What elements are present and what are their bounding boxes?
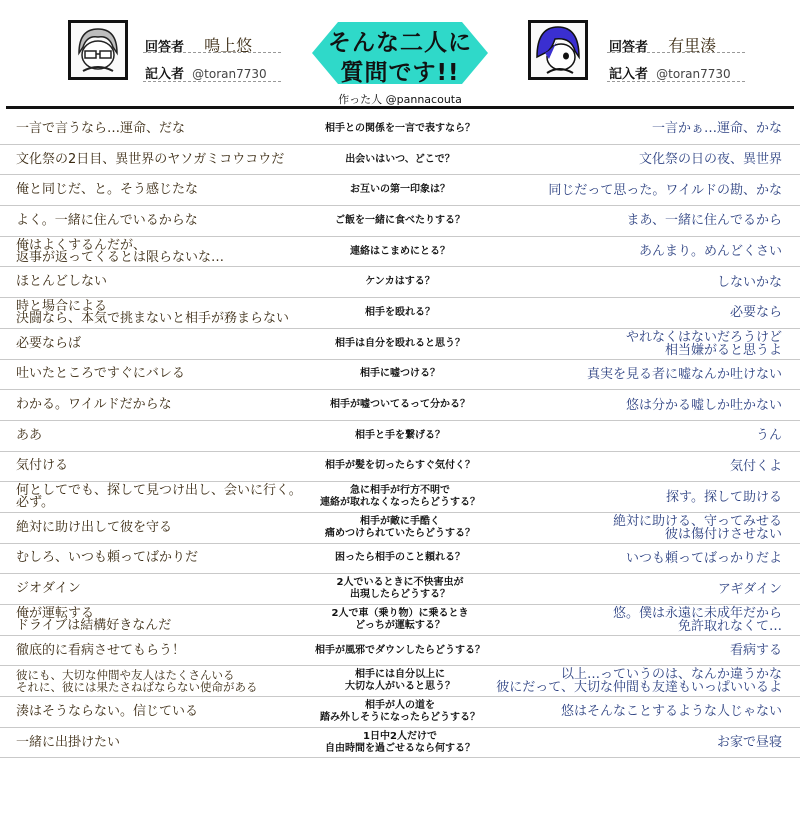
- answer-left: 絶対に助け出して彼を守る: [16, 519, 173, 535]
- left-handle: @toran7730: [192, 67, 267, 81]
- answer-left: 彼にも、大切な仲間や友人はたくさんいる それに、彼には果たさねばならない使命がある: [16, 668, 258, 695]
- left-writer: [145, 63, 267, 82]
- header: [0, 0, 800, 107]
- answer-right: アギダイン: [717, 581, 782, 597]
- question: 急に相手が行方不明で 連絡が取れなくなったらどうする？: [320, 485, 480, 509]
- question: 相手は自分を殴れると思う？: [335, 337, 465, 349]
- left-role-label: 回答者: [145, 40, 185, 55]
- question: ケンカはする？: [365, 276, 435, 288]
- question: 出会いはいつ、どこで？: [345, 153, 455, 165]
- answer-left: 徹底的に看病させてもらう！: [16, 642, 186, 658]
- question: 相手に嘘つける？: [360, 368, 440, 380]
- right-handle: @toran7730: [656, 67, 731, 81]
- answer-right: 真実を見る者に嘘なんか吐けない: [586, 366, 782, 382]
- qa-row: [0, 267, 800, 298]
- answer-left: ああ: [16, 427, 43, 443]
- question: 相手との関係を一言で表すなら？: [325, 122, 475, 134]
- qa-row: [0, 206, 800, 237]
- qa-row: [0, 544, 800, 575]
- title-line-2: 質問です!!: [340, 60, 460, 86]
- answer-left: 一緒に出掛けたい: [16, 734, 121, 750]
- title-badge: [312, 16, 488, 90]
- left-name: 鳴上悠: [204, 36, 253, 55]
- right-role-label: 回答者: [609, 40, 649, 55]
- right-writer: [609, 63, 731, 82]
- answer-right: うん: [755, 428, 782, 444]
- question: 2人でいるときに不快害虫が 出現したらどうする？: [336, 577, 464, 601]
- qa-list: [0, 114, 800, 758]
- qa-row: [0, 298, 800, 329]
- qa-row: [0, 390, 800, 421]
- question: 相手が髪を切ったらすぐ気付く？: [325, 460, 475, 472]
- answer-left: 一言で言うなら…運命、だな: [16, 120, 186, 136]
- question: 相手を殴れる？: [365, 306, 435, 318]
- right-writer-label: 記入者: [609, 67, 649, 82]
- qa-row: [0, 605, 800, 636]
- question: 相手が敵に手酷く 痛めつけられていたらどうする？: [325, 515, 475, 539]
- answer-left: よく。一緒に住んでいるからな: [16, 212, 198, 228]
- question: 相手が風邪でダウンしたらどうする？: [315, 644, 485, 656]
- answer-right: やれなくはないだろうけど 相当嫌がると思うよ: [625, 329, 782, 358]
- answer-right: 気付くよ: [729, 458, 782, 474]
- title-line-1: そんな二人に: [328, 30, 472, 56]
- answer-right: まあ、一緒に住んでるから: [626, 213, 782, 229]
- answer-right: 以上…っていうのは、なんか違うかな 彼にだって、大切な仲間も友達もいっぱいいるよ: [496, 667, 782, 696]
- answer-left: 時と場合による 決闘なら、本気で挑まないと相手が務まらない: [16, 298, 290, 326]
- avatar-left: [68, 20, 128, 80]
- qa-row: [0, 329, 800, 360]
- question: 1日中2人だけで 自由時間を過ごせるなら何する？: [325, 730, 475, 754]
- answer-left: 俺と同じだ、と。そう感じたな: [16, 182, 199, 198]
- answer-left: わかる。ワイルドだからな: [16, 397, 172, 413]
- qa-row: [0, 697, 800, 728]
- question: 2人で車（乗り物）に乗るとき どっちが運転する？: [331, 607, 469, 631]
- avatar-left-icon: [71, 23, 125, 77]
- qa-row: [0, 452, 800, 483]
- header-divider: [6, 106, 794, 109]
- qa-row: [0, 728, 800, 759]
- answer-right: 看病する: [729, 643, 782, 659]
- question: 連絡はこまめにとる？: [350, 245, 450, 257]
- avatar-right: [528, 20, 588, 80]
- answer-left: 文化祭の2日目、異世界のヤソガミコウコウだ: [16, 151, 285, 167]
- answer-left: 俺はよくするんだが、 返事が返ってくるとは限らないな…: [16, 237, 225, 265]
- answer-left: 湊はそうならない。信じている: [16, 703, 199, 719]
- answer-left: むしろ、いつも頼ってばかりだ: [16, 550, 199, 566]
- answer-left: ジオダイン: [16, 581, 81, 597]
- right-name: 有里湊: [668, 36, 717, 55]
- answer-left: ほとんどしない: [16, 274, 108, 290]
- answer-left: 俺が運転する ドライブは結構好きなんだ: [16, 605, 172, 633]
- qa-row: [0, 175, 800, 206]
- creator-credit: 作った人 @pannacouta: [338, 93, 462, 106]
- answer-right: お家で昼寝: [716, 735, 782, 751]
- answer-left: 気付ける: [16, 458, 69, 474]
- answer-right: 必要なら: [729, 305, 782, 321]
- question: 相手が人の道を 踏み外しそうになったらどうする？: [320, 699, 480, 723]
- avatar-right-icon: [531, 23, 585, 77]
- answer-right: しないかな: [716, 274, 782, 290]
- answer-right: 探す。探して助ける: [666, 489, 782, 505]
- left-writer-label: 記入者: [145, 67, 185, 82]
- qa-row: [0, 360, 800, 391]
- qa-row: [0, 114, 800, 145]
- answer-right: いつも頼ってばっかりだよ: [625, 550, 782, 566]
- answer-right: 絶対に助ける、守ってみせる 彼は傷付けさせない: [612, 513, 782, 542]
- answer-left: 何としてでも、探して見つけ出し、会いに行く。 必ず。: [16, 483, 302, 511]
- question: 相手が嘘ついてるって分かる？: [330, 399, 470, 411]
- qa-row: [0, 636, 800, 667]
- question: 相手と手を繋げる？: [355, 429, 445, 441]
- qa-row: [0, 574, 800, 605]
- qa-row: [0, 421, 800, 452]
- answer-left: 吐いたところですぐにバレる: [16, 366, 185, 382]
- answer-right: 悠は分かる嘘しか吐かない: [625, 397, 782, 413]
- answer-right: 悠はそんなことするような人じゃない: [560, 704, 782, 720]
- qa-row: [0, 237, 800, 268]
- qa-row: [0, 666, 800, 697]
- question: 相手には自分以上に 大切な人がいると思う？: [345, 669, 455, 693]
- answer-right: 文化祭の日の夜、異世界: [638, 152, 782, 168]
- answer-right: あんまり。めんどくさい: [638, 244, 782, 260]
- answer-right: 同じだって思った。ワイルドの勘、かな: [548, 182, 782, 198]
- answer-left: 必要ならば: [16, 335, 82, 351]
- question: ご飯を一緒に食べたりする？: [335, 214, 465, 226]
- answer-right: 悠。僕は永遠に未成年だから 免許取れなくて…: [612, 605, 782, 634]
- question: 困ったら相手のこと頼れる？: [335, 552, 465, 564]
- qa-row: [0, 145, 800, 176]
- answer-right: 一言かぁ…運命、かな: [651, 121, 782, 137]
- question: お互いの第一印象は？: [350, 184, 450, 196]
- qa-row: [0, 482, 800, 513]
- qa-row: [0, 513, 800, 544]
